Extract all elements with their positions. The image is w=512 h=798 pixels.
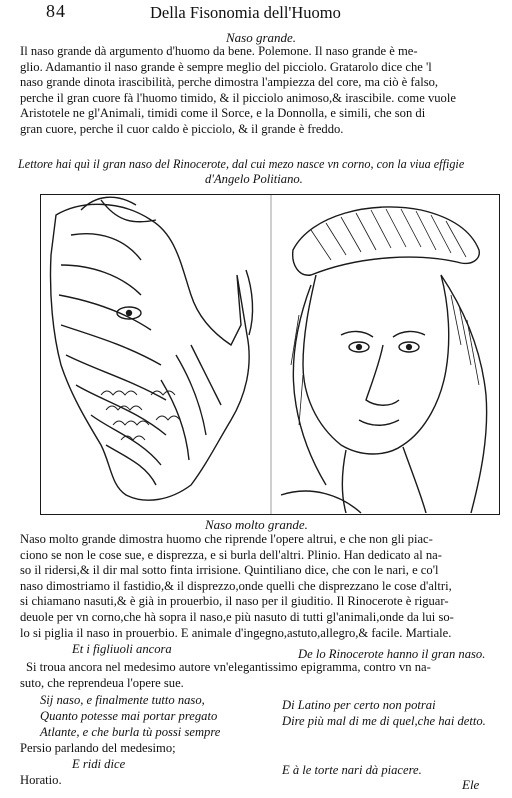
text-line: Persio parlando del medesimo;: [20, 741, 176, 755]
paragraph-naso-grande: [20, 44, 496, 138]
text-line: ciono se non le cose sue, e disprezza, e si burla dell'altri. Plinio. Han dedicato al na-: [20, 547, 442, 562]
figure-intro-line: Lettore hai quì il gran naso del Rinocerote, dal cui mezo nasce vn corno, con la viua effigie: [18, 157, 465, 171]
text-line: si chiamano nasuti,& è già in prouerbio, il naso per il giuditio. Il Rinocerote è riguar-: [20, 594, 449, 609]
text-line: naso grande dinota irascibilità, perche dimostra l'ampiezza del core, ma ciò è falso,: [20, 75, 439, 90]
text-line: deuole per vn corno,che hà sopra il naso,e più nasuto di tutti gl'animali,onde da lui so-: [20, 609, 454, 624]
catchword: Ele: [462, 777, 480, 792]
portrait-politiano: [281, 207, 487, 513]
paragraph-naso-molto-grande: [20, 532, 496, 641]
text-line: Il naso grande dà argumento d'huomo da bene. Polemone. Il naso grande è me-: [20, 44, 418, 58]
text-line: suto, che reprendeua l'opere sue.: [20, 676, 184, 690]
text-line: so il ridersi,& il dir mal sotto finta irrisione. Quintiliano dice, che con le nari, e co'l: [20, 563, 439, 578]
text-line: glio. Adamantio il naso grande è sempre meglio del picciolo. Gratarolo dice che 'l: [20, 59, 432, 74]
figure-caption: Naso molto grande.: [205, 517, 308, 532]
quote-left: E ridi dice: [72, 757, 126, 771]
portrait-hatching: [291, 209, 479, 425]
verse-right-line: Di Latino per certo non potrai: [282, 698, 436, 712]
page-number: 84: [46, 1, 66, 21]
woodcut-illustration: [40, 194, 500, 515]
rhinoceros-scales: [101, 391, 180, 440]
text-line: Si troua ancora nel medesimo autore vn'elegantissimo epigramma, contro vn na-: [26, 660, 431, 674]
verse-left-line: Sij naso, e finalmente tutto naso,: [40, 693, 205, 707]
quote-left: Et i figliuoli ancora: [72, 642, 172, 656]
quote-right: De lo Rinocerote hanno il gran naso.: [298, 647, 486, 661]
text-line: Naso molto grande dimostra huomo che riprende l'opere altrui, e che non gli piac-: [20, 532, 433, 546]
text-line: gran cuore, perche il cuor caldo è picciolo, & il grande è freddo.: [20, 121, 344, 136]
rhinoceros-head: [50, 197, 252, 500]
verse-left-line: Atlante, e che burla tù possi sempre: [40, 725, 221, 739]
verse-left-line: Quanto potesse mai portar pregato: [40, 709, 218, 723]
verse-right-line: Dire più mal di me di quel,che hai detto.: [282, 714, 486, 728]
quote-right: E à le torte nari dà piacere.: [282, 763, 422, 777]
section-heading: Naso grande.: [226, 30, 297, 45]
text-line: perche il gran cuore fà l'huomo timido, & il picciolo animoso,& irascibile. come vuole: [20, 90, 456, 105]
text-line: lo si piglia il naso in prouerbio. E animale d'ingegno,astuto,allegro,& facile. Martiale.: [20, 625, 452, 640]
figure-intro-line: d'Angelo Politiano.: [205, 172, 303, 186]
panel-gutter: [270, 195, 272, 514]
text-line: Horatio.: [20, 773, 62, 787]
text-line: naso dimostriamo il fastidio,& il disprezzo,onde quelli che disprezzano le cose d'altri,: [20, 578, 452, 593]
woodcut-image: [41, 195, 499, 514]
running-title: Della Fisonomia dell'Huomo: [150, 3, 341, 22]
text-line: Aristotele ne gl'Animali, timidi come il Sorce, e la Donnolla, e simili, che son di: [20, 106, 426, 121]
